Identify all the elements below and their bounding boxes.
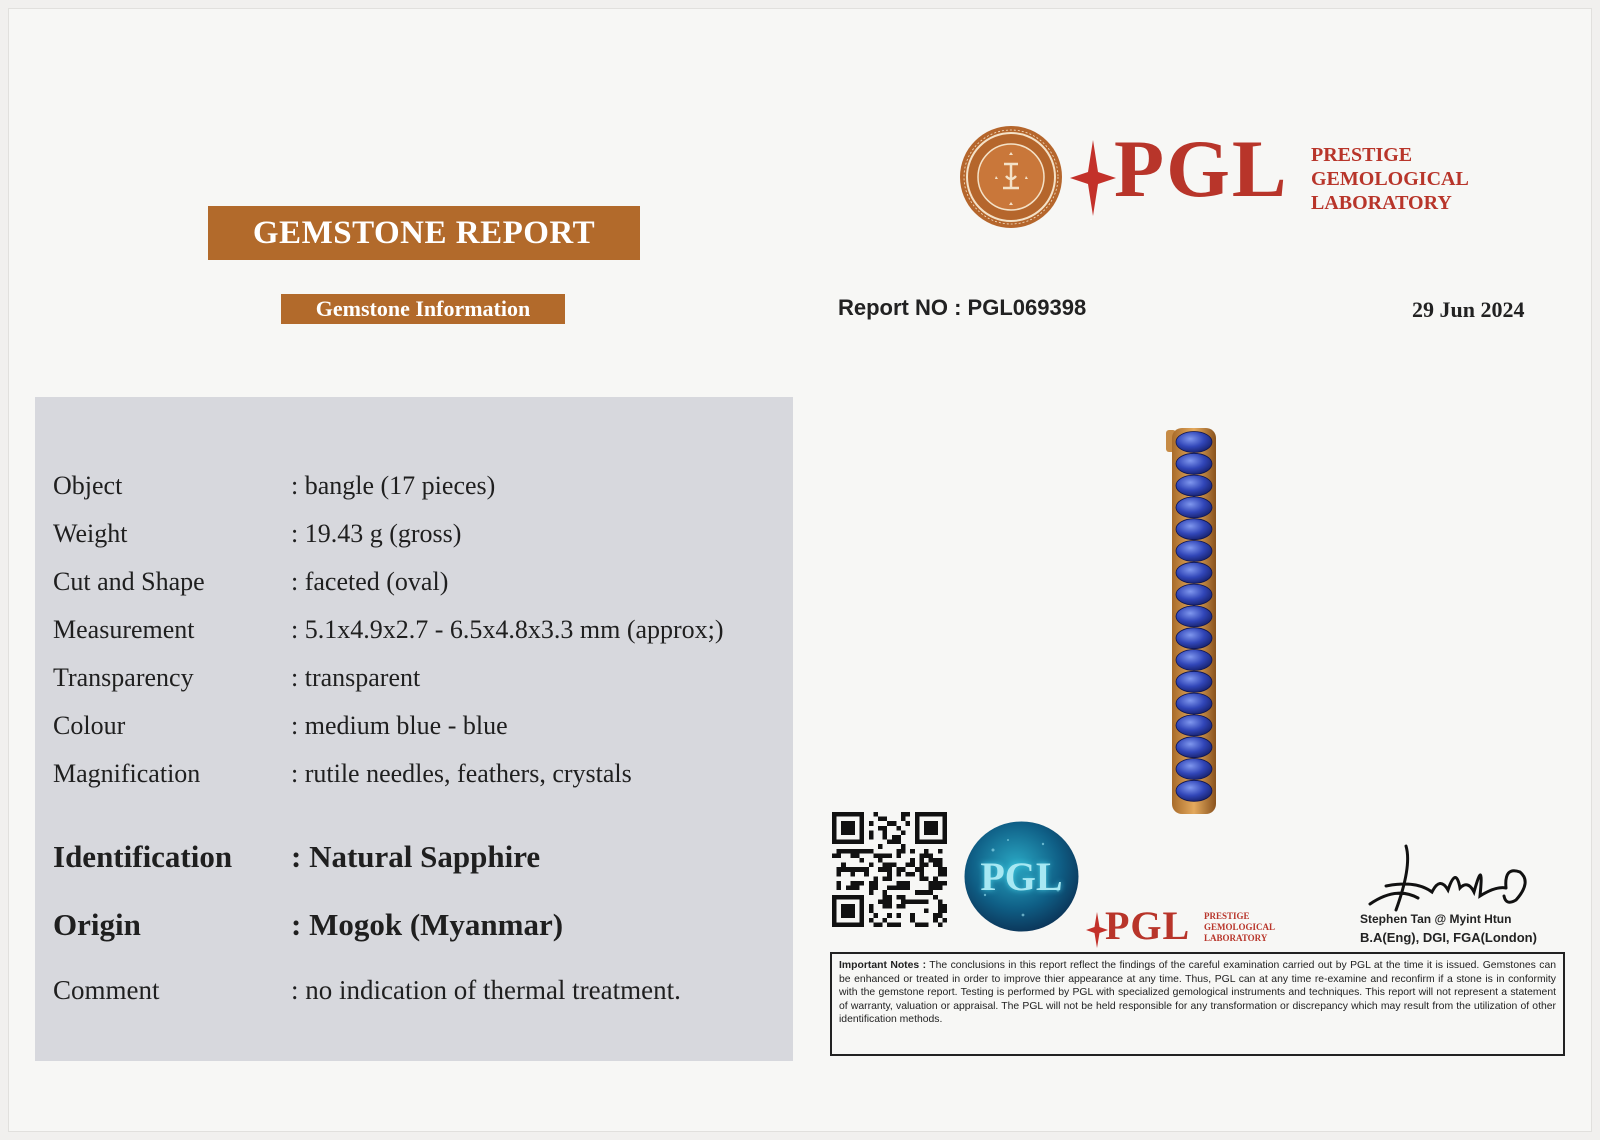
laboratory-seal-icon [958,124,1064,230]
detail-value: : bangle (17 pieces) [291,471,496,500]
notes-heading: Important Notes : [839,960,927,971]
detail-value: : medium blue - blue [291,711,508,740]
footer-lab-name: PRESTIGE GEMOLOGICAL LABORATORY [1204,911,1276,943]
detail-label: Magnification [53,759,201,788]
lab-logo: PGL [1114,123,1289,214]
lab-name: PRESTIGE GEMOLOGICAL LABORATORY [1311,144,1469,214]
origin-value: : Mogok (Myanmar) [291,907,564,942]
detail-value: : 5.1x4.9x2.7 - 6.5x4.8x3.3 mm (approx;) [291,615,724,644]
comment-value: : no indication of thermal treatment. [291,975,681,1005]
important-notes [830,952,1565,1056]
signatory-credentials: B.A(Eng), DGI, FGA(London) [1360,930,1537,945]
hologram-text: PGL [980,854,1063,899]
sapphire-bangle-photo [1160,428,1232,814]
report-date: 29 Jun 2024 [1412,297,1525,322]
sapphire-stone [1176,780,1212,801]
detail-label: Cut and Shape [53,567,205,596]
detail-value: : faceted (oval) [291,567,449,596]
gemstone-info-panel [35,397,793,1061]
identification-label: Identification [53,839,233,874]
detail-label: Colour [53,711,126,740]
signature-image [1356,826,1546,926]
detail-value: : 19.43 g (gross) [291,519,462,548]
sapphire-stone [1176,759,1212,780]
sapphire-stone [1176,671,1212,692]
section-title: Gemstone Information [281,294,565,324]
signatory-name: Stephen Tan @ Myint Htun [1360,912,1512,926]
sapphire-stone [1176,650,1212,671]
sapphire-stone [1176,475,1212,496]
sapphire-stone [1176,519,1212,540]
sapphire-stone [1176,584,1212,605]
report-number: Report NO : PGL069398 [838,295,1087,320]
detail-value: : rutile needles, feathers, crystals [291,759,632,788]
detail-label: Measurement [53,615,195,644]
comment-label: Comment [53,975,160,1005]
footer-lab-logo: PGL [1105,903,1191,948]
sapphire-stone [1176,715,1212,736]
star-sparkle-icon [1070,140,1116,216]
sapphire-stone [1176,693,1212,714]
sapphire-stone [1176,541,1212,562]
detail-label: Weight [53,519,128,548]
report-title: GEMSTONE REPORT [208,206,640,260]
sapphire-stone [1176,737,1212,758]
detail-label: Object [53,471,123,500]
origin-label: Origin [53,907,141,942]
sapphire-stone [1176,562,1212,583]
hologram-sticker [963,820,1080,933]
sapphire-stone [1176,432,1212,453]
detail-label: Transparency [53,663,194,692]
sapphire-stone [1176,497,1212,518]
sapphire-stone [1176,606,1212,627]
detail-value: : transparent [291,663,421,692]
sapphire-stone [1176,628,1212,649]
notes-text: The conclusions in this report reflect the findings of the careful examination carried out by PGL at the time it is issued. Gemstones can be enhanced or treated in order to improve thier appearance at any time. Thus, PGL can at any time re-examine and reconfirm if a stone is in conformity with the gemstone report. Testing is performed by PGL with specialized gemological instruments and techniques. This report will not represent a statement of warranty, valuation or appraisal. The PGL will not be held responsible for any transformation or discrepancy which may result from the utilization of other identification methods. [839,960,1557,1026]
qr-code[interactable] [832,812,947,927]
identification-value: : Natural Sapphire [291,839,541,874]
sapphire-stone [1176,453,1212,474]
